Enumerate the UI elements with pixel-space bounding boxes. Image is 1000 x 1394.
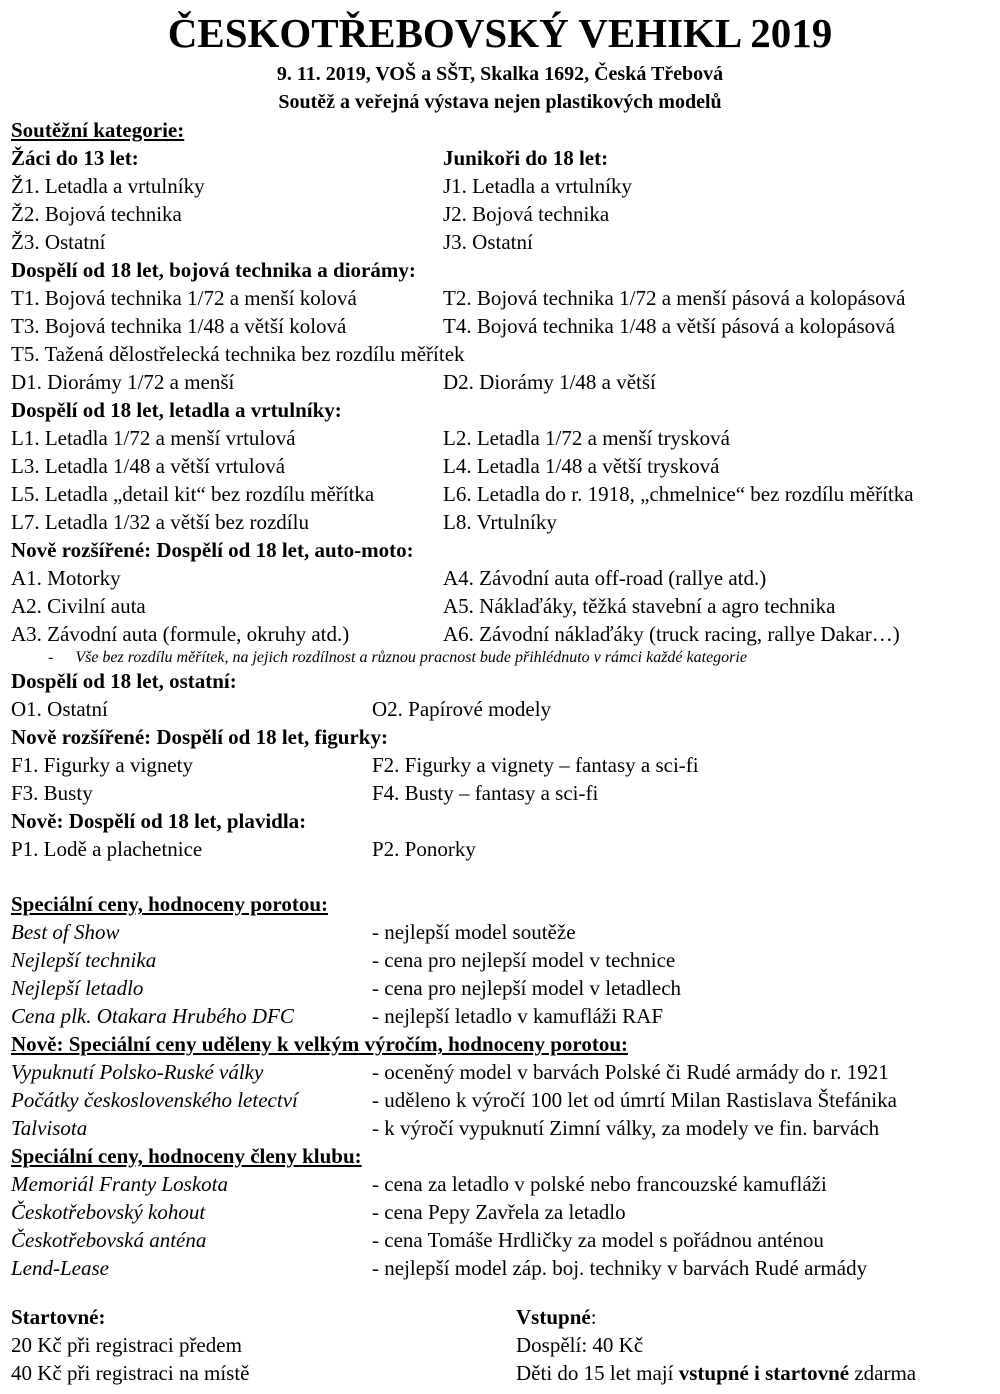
category-row bbox=[11, 508, 996, 536]
page-title: ČESKOTŘEBOVSKÝ VEHIKL 2019 bbox=[167, 10, 833, 56]
category-row bbox=[11, 452, 996, 480]
special-jury-heading: Speciální ceny, hodnoceny porotou: bbox=[11, 892, 328, 916]
category-row bbox=[11, 620, 996, 648]
prize-row bbox=[11, 1002, 996, 1030]
content bbox=[11, 116, 996, 1387]
event-description: Soutěž a veřejná výstava nejen plastikových modelů bbox=[278, 91, 722, 113]
prize-name: Nejlepší letadlo bbox=[11, 976, 144, 1000]
prize-row bbox=[11, 1058, 996, 1086]
category-item: T2. Bojová technika 1/72 a menší pásová a kolopásová bbox=[443, 286, 906, 310]
other-heading: Dospělí od 18 let, ostatní: bbox=[11, 669, 237, 693]
prize-name: Vypuknutí Polsko-Ruské války bbox=[11, 1060, 264, 1084]
prize-description: - nejlepší model soutěže bbox=[372, 920, 576, 944]
prize-row bbox=[11, 1198, 996, 1226]
entry-fee-heading-wrap bbox=[516, 1303, 597, 1331]
category-row bbox=[11, 424, 996, 452]
category-item: L5. Letadla „detail kit“ bez rozdílu měřítka bbox=[11, 482, 375, 506]
prize-row bbox=[11, 946, 996, 974]
category-item: L7. Letadla 1/32 a větší bez rozdílu bbox=[11, 510, 309, 534]
auto-heading: Nově rozšířené: Dospělí od 18 let, auto-moto: bbox=[11, 538, 414, 562]
category-row bbox=[11, 835, 996, 863]
prize-description: - oceněný model v barvách Polské či Rudé armády do r. 1921 bbox=[372, 1060, 889, 1084]
prize-description: - uděleno k výročí 100 let od úmrtí Milan Rastislava Štefánika bbox=[372, 1088, 897, 1112]
special-club-heading: Speciální ceny, hodnoceny členy klubu: bbox=[11, 1144, 362, 1168]
prize-row bbox=[11, 1086, 996, 1114]
category-item: A1. Motorky bbox=[11, 566, 121, 590]
kids-headings bbox=[11, 144, 996, 172]
prize-row bbox=[11, 1226, 996, 1254]
event-date-location: 9. 11. 2019, VOŠ a SŠT, Skalka 1692, Česká Třebová bbox=[276, 63, 724, 85]
kids-heading: Žáci do 13 let: bbox=[11, 146, 139, 170]
category-row bbox=[11, 592, 996, 620]
prize-name: Cena plk. Otakara Hrubého DFC bbox=[11, 1004, 294, 1028]
category-item: T4. Bojová technika 1/48 a větší pásová a kolopásová bbox=[443, 314, 895, 338]
prize-row bbox=[11, 1170, 996, 1198]
prize-description: - k výročí vypuknutí Zimní války, za modely ve fin. barvách bbox=[372, 1116, 880, 1140]
category-item: L6. Letadla do r. 1918, „chmelnice“ bez rozdílu měřítka bbox=[443, 482, 914, 506]
category-row bbox=[11, 228, 996, 256]
category-item: Ž1. Letadla a vrtulníky bbox=[11, 174, 205, 198]
entry-fee-line: Dospělí: 40 Kč bbox=[516, 1333, 644, 1357]
category-row bbox=[11, 284, 996, 312]
category-item: A6. Závodní náklaďáky (truck racing, rallye Dakar…) bbox=[443, 622, 900, 646]
category-item: T1. Bojová technika 1/72 a menší kolová bbox=[11, 286, 357, 310]
prize-name: Talvisota bbox=[11, 1116, 88, 1140]
category-item: F3. Busty bbox=[11, 781, 93, 805]
category-item: L8. Vrtulníky bbox=[443, 510, 557, 534]
figures-heading: Nově rozšířené: Dospělí od 18 let, figurky: bbox=[11, 725, 388, 749]
prize-row bbox=[11, 918, 996, 946]
category-row bbox=[11, 368, 996, 396]
note-text: Vše bez rozdílu měřítek, na jejich rozdílnost a různou pracnost bude přihlédnuto v rámci každé kategorie bbox=[75, 649, 747, 666]
start-fee-heading: Startovné: bbox=[11, 1305, 106, 1329]
category-item: Ž2. Bojová technika bbox=[11, 202, 182, 226]
prize-description: - cena pro nejlepší model v letadlech bbox=[372, 976, 682, 1000]
prize-row bbox=[11, 974, 996, 1002]
category-item: F2. Figurky a vignety – fantasy a sci-fi bbox=[372, 753, 699, 777]
prize-description: - nejlepší model záp. boj. techniky v barvách Rudé armády bbox=[372, 1256, 868, 1280]
category-item: L4. Letadla 1/48 a větší trysková bbox=[443, 454, 720, 478]
fees-headings bbox=[11, 1303, 996, 1331]
category-item: A3. Závodní auta (formule, okruhy atd.) bbox=[11, 622, 350, 646]
category-item: D1. Diorámy 1/72 a menší bbox=[11, 370, 235, 394]
prize-description: - nejlepší letadlo v kamufláži RAF bbox=[372, 1004, 664, 1028]
category-item: F1. Figurky a vignety bbox=[11, 753, 193, 777]
category-item: J1. Letadla a vrtulníky bbox=[443, 174, 632, 198]
category-item: A4. Závodní auta off-road (rallye atd.) bbox=[443, 566, 767, 590]
category-item: T5. Tažená dělostřelecká technika bez rozdílu měřítek bbox=[11, 342, 465, 366]
spacer bbox=[11, 863, 996, 890]
category-item: F4. Busty – fantasy a sci-fi bbox=[372, 781, 599, 805]
prize-name: Českotřebovská anténa bbox=[11, 1228, 207, 1252]
category-item: O1. Ostatní bbox=[11, 697, 108, 721]
category-row bbox=[11, 200, 996, 228]
category-item: P1. Lodě a plachetnice bbox=[11, 837, 203, 861]
prize-name: Best of Show bbox=[11, 920, 120, 944]
category-row bbox=[11, 172, 996, 200]
juniors-heading: Junikoři do 18 let: bbox=[443, 146, 609, 170]
note-dash: - bbox=[48, 649, 54, 666]
category-item: O2. Papírové modely bbox=[372, 697, 552, 721]
armor-heading: Dospělí od 18 let, bojová technika a diorámy: bbox=[11, 258, 416, 282]
prize-description: - cena Tomáše Hrdličky za model s pořádnou anténou bbox=[372, 1228, 824, 1252]
fee-row bbox=[11, 1359, 996, 1387]
spacer bbox=[11, 1282, 996, 1303]
category-row bbox=[11, 751, 996, 779]
category-item: A5. Náklaďáky, těžká stavební a agro technika bbox=[443, 594, 836, 618]
category-item: J3. Ostatní bbox=[443, 230, 533, 254]
category-item: D2. Diorámy 1/48 a větší bbox=[443, 370, 656, 394]
fee-row bbox=[11, 1331, 996, 1359]
entry-fee-heading: Vstupné bbox=[516, 1305, 591, 1329]
start-fee-line: 20 Kč při registraci předem bbox=[11, 1333, 242, 1357]
prize-description: - cena pro nejlepší model v technice bbox=[372, 948, 676, 972]
category-item: J2. Bojová technika bbox=[443, 202, 610, 226]
entry-fee-line-bold: vstupné i startovné bbox=[678, 1361, 850, 1385]
entry-fee-colon: : bbox=[590, 1305, 597, 1329]
category-item: L2. Letadla 1/72 a menší trysková bbox=[443, 426, 730, 450]
start-fee-line: 40 Kč při registraci na místě bbox=[11, 1361, 250, 1385]
category-item: L3. Letadla 1/48 a větší vrtulová bbox=[11, 454, 286, 478]
entry-fee-line bbox=[516, 1359, 916, 1387]
special-anniversary-heading: Nově: Speciální ceny uděleny k velkým výročím, hodnoceny porotou: bbox=[11, 1032, 628, 1056]
category-item: Ž3. Ostatní bbox=[11, 230, 106, 254]
category-item: A2. Civilní auta bbox=[11, 594, 146, 618]
category-item: L1. Letadla 1/72 a menší vrtulová bbox=[11, 426, 296, 450]
categories-heading: Soutěžní kategorie: bbox=[11, 118, 185, 142]
category-item: P2. Ponorky bbox=[372, 837, 476, 861]
category-row bbox=[11, 779, 996, 807]
ships-heading: Nově: Dospělí od 18 let, plavidla: bbox=[11, 809, 307, 833]
category-row bbox=[11, 695, 996, 723]
prize-description: - cena Pepy Zavřela za letadlo bbox=[372, 1200, 626, 1224]
prize-row bbox=[11, 1114, 996, 1142]
prize-name: Memoriál Franty Loskota bbox=[11, 1172, 228, 1196]
entry-fee-line-pre: Děti do 15 let mají bbox=[516, 1361, 679, 1385]
category-item: T3. Bojová technika 1/48 a větší kolová bbox=[11, 314, 347, 338]
category-row bbox=[11, 564, 996, 592]
aircraft-heading: Dospělí od 18 let, letadla a vrtulníky: bbox=[11, 398, 342, 422]
prize-row bbox=[11, 1254, 996, 1282]
category-row bbox=[11, 480, 996, 508]
category-row bbox=[11, 312, 996, 340]
prize-name: Lend-Lease bbox=[11, 1256, 109, 1280]
prize-name: Počátky československého letectví bbox=[11, 1088, 298, 1112]
entry-fee-line-post: zdarma bbox=[849, 1361, 917, 1385]
prize-description: - cena za letadlo v polské nebo francouzské kamufláži bbox=[372, 1172, 827, 1196]
prize-name: Nejlepší technika bbox=[11, 948, 157, 972]
prize-name: Českotřebovský kohout bbox=[11, 1200, 206, 1224]
auto-note bbox=[11, 648, 996, 667]
